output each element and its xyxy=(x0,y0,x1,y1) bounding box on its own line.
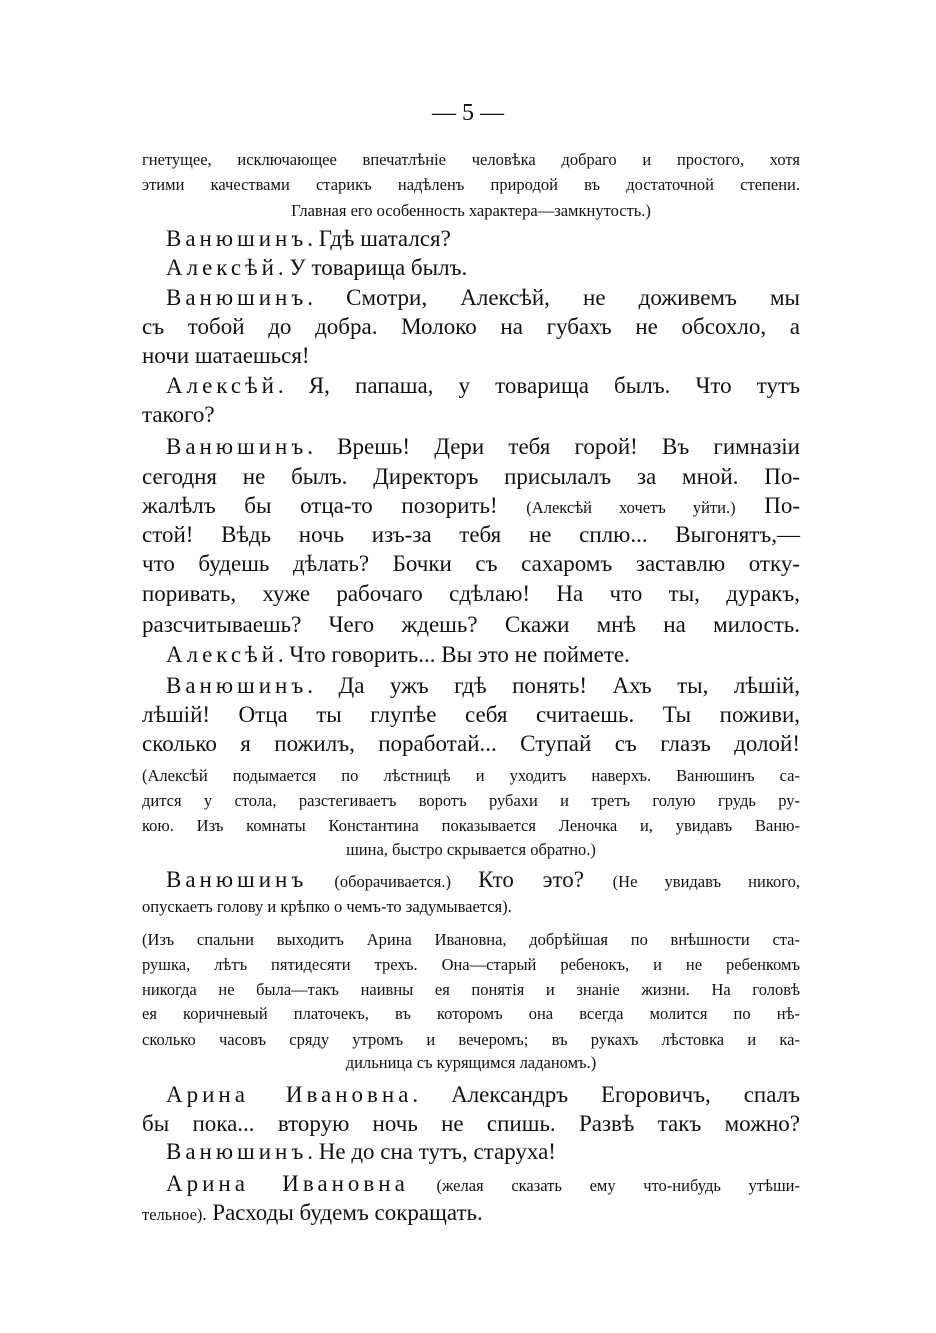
line-text: . Что говорить... Вы это не поймете. xyxy=(277,642,630,667)
line-text: сколько часовъ сряду утромъ и вечеромъ; въ рукахъ лѣстовка и ка- xyxy=(142,1030,800,1049)
speaker-name: Алексѣй xyxy=(166,642,278,667)
line-text: сегодня не былъ. Директоръ присылалъ за мной. По- xyxy=(142,464,800,489)
line-text: разсчитываешь? Чего ждешь? Скажи мнѣ на милость. xyxy=(142,612,800,637)
line-text: рушка, лѣтъ пятидесяти трехъ. Она—старый ребенокъ, и не ребенкомъ xyxy=(142,955,800,974)
speaker-name: Арина Ивановна xyxy=(166,1171,409,1196)
speaker-name: Алексѣй xyxy=(166,373,278,398)
stage-direction: (Не увидавъ никого, xyxy=(612,872,800,891)
page-number: — 5 — xyxy=(432,100,504,126)
line-text: жалѣлъ бы отца-то позорить! xyxy=(142,493,527,518)
text-line xyxy=(142,520,800,550)
line-text: что будешь дѣлать? Бочки съ сахаромъ заставлю отку- xyxy=(142,551,800,576)
text-line xyxy=(142,312,800,342)
line-text: . Смотри, Алексѣй, не доживемъ мы xyxy=(307,285,800,310)
text-line xyxy=(142,462,800,492)
text-line xyxy=(142,610,800,640)
text-line xyxy=(142,253,800,283)
speaker-name: Ванюшинъ xyxy=(166,285,308,310)
line-text: . Я, папаша, у товарища былъ. Что тутъ xyxy=(277,373,800,398)
line-text: ея коричневый платочекъ, въ которомъ она всегда молится по нѣ- xyxy=(142,1004,800,1023)
text-line xyxy=(142,1109,800,1139)
text-line xyxy=(142,491,800,521)
text-line xyxy=(142,224,800,254)
line-text: дильница съ курящимся ладаномъ.) xyxy=(345,1053,597,1072)
line-text: . Да ужъ гдѣ понять! Ахъ ты, лѣшій, xyxy=(307,673,800,698)
stage-direction: (Алексѣй хочетъ уйти.) xyxy=(526,498,736,517)
line-text: (Алексѣй подымается по лѣстницѣ и уходитъ наверхъ. Ванюшинъ са- xyxy=(142,766,800,785)
line-text: . Врешь! Дери тебя горой! Въ гимназіи xyxy=(307,434,800,459)
line-text: гнетущее, исключающее впечатлѣніе человѣка добраго и простого, хотя xyxy=(142,150,800,169)
text-line xyxy=(142,1048,800,1078)
line-text: Расходы будемъ сокращать. xyxy=(206,1200,483,1225)
line-text: стой! Вѣдь ночь изъ-за тебя не сплю... Выгонятъ,— xyxy=(142,522,800,547)
text-line xyxy=(142,835,800,865)
speaker-name: Ванюшинъ xyxy=(166,226,308,251)
line-text: опускаетъ голову и крѣпко о чемъ-то задумывается). xyxy=(142,897,512,916)
text-line xyxy=(142,671,800,701)
line-text: поривать, хуже рабочаго сдѣлаю! На что ты, дуракъ, xyxy=(142,581,800,606)
text-line xyxy=(142,432,800,462)
line-text: По- xyxy=(735,493,800,518)
text-line xyxy=(142,196,800,226)
line-text: бы пока... вторую ночь не спишь. Развѣ такъ можно? xyxy=(142,1111,800,1136)
text-line xyxy=(142,1169,800,1199)
line-text: никогда не была—такъ наивны ея понятія и знаніе жизни. На головѣ xyxy=(142,980,800,999)
line-text: . Гдѣ шатался? xyxy=(307,226,451,251)
text-line xyxy=(142,341,800,371)
text-line xyxy=(142,283,800,313)
speaker-name: Алексѣй xyxy=(166,255,278,280)
text-line xyxy=(142,729,800,759)
line-text: . У товарища былъ. xyxy=(277,255,468,280)
line-text: . Не до сна тутъ, старуха! xyxy=(307,1139,556,1164)
text-line xyxy=(142,549,800,579)
line-text: лѣшій! Отца ты глупѣе себя считаешь. Ты поживи, xyxy=(142,702,800,727)
line-text: ночи шатаешься! xyxy=(142,343,310,368)
line-text: шина, быстро скрывается обратно.) xyxy=(346,840,596,859)
line-text: этими качествами старикъ надѣленъ природой въ достаточной степени. xyxy=(142,175,800,194)
text-line xyxy=(142,371,800,401)
speaker-name: Ванюшинъ xyxy=(166,434,308,459)
text-line xyxy=(142,865,800,895)
text-line xyxy=(142,1137,800,1167)
line-text: . Александръ Егоровичъ, спалъ xyxy=(412,1082,801,1107)
speaker-name: Арина Ивановна xyxy=(166,1082,413,1107)
text-line xyxy=(142,400,800,430)
line-text: (Изъ спальни выходитъ Арина Ивановна, добрѣйшая по внѣшности ста- xyxy=(142,930,800,949)
line-text: сколько я пожилъ, поработай... Ступай съ глазъ долой! xyxy=(142,731,800,756)
line-text: кою. Изъ комнаты Константина показывается Леночка и, увидавъ Ваню- xyxy=(142,816,800,835)
line-text: такого? xyxy=(142,402,215,427)
text-line xyxy=(142,1080,800,1110)
stage-direction: (оборачивается.) xyxy=(307,872,479,891)
speaker-name: Ванюшинъ xyxy=(166,1139,308,1164)
text-line xyxy=(142,892,800,922)
text-line xyxy=(142,1198,800,1228)
line-text: Главная его особенность характера—замкнутость.) xyxy=(291,201,651,220)
text-line xyxy=(142,640,800,670)
speaker-name: Ванюшинъ xyxy=(166,867,308,892)
line-text: дится у стола, разстегиваетъ воротъ рубахи и третъ голую грудь ру- xyxy=(142,791,800,810)
line-text: съ тобой до добра. Молоко на губахъ не обсохло, а xyxy=(142,314,800,339)
text-line xyxy=(142,700,800,730)
line-text: Кто это? xyxy=(478,867,613,892)
stage-direction: тельное). xyxy=(142,1205,207,1224)
text-line xyxy=(142,579,800,609)
stage-direction: (желая сказать ему что-нибудь утѣши- xyxy=(408,1176,800,1195)
speaker-name: Ванюшинъ xyxy=(166,673,308,698)
